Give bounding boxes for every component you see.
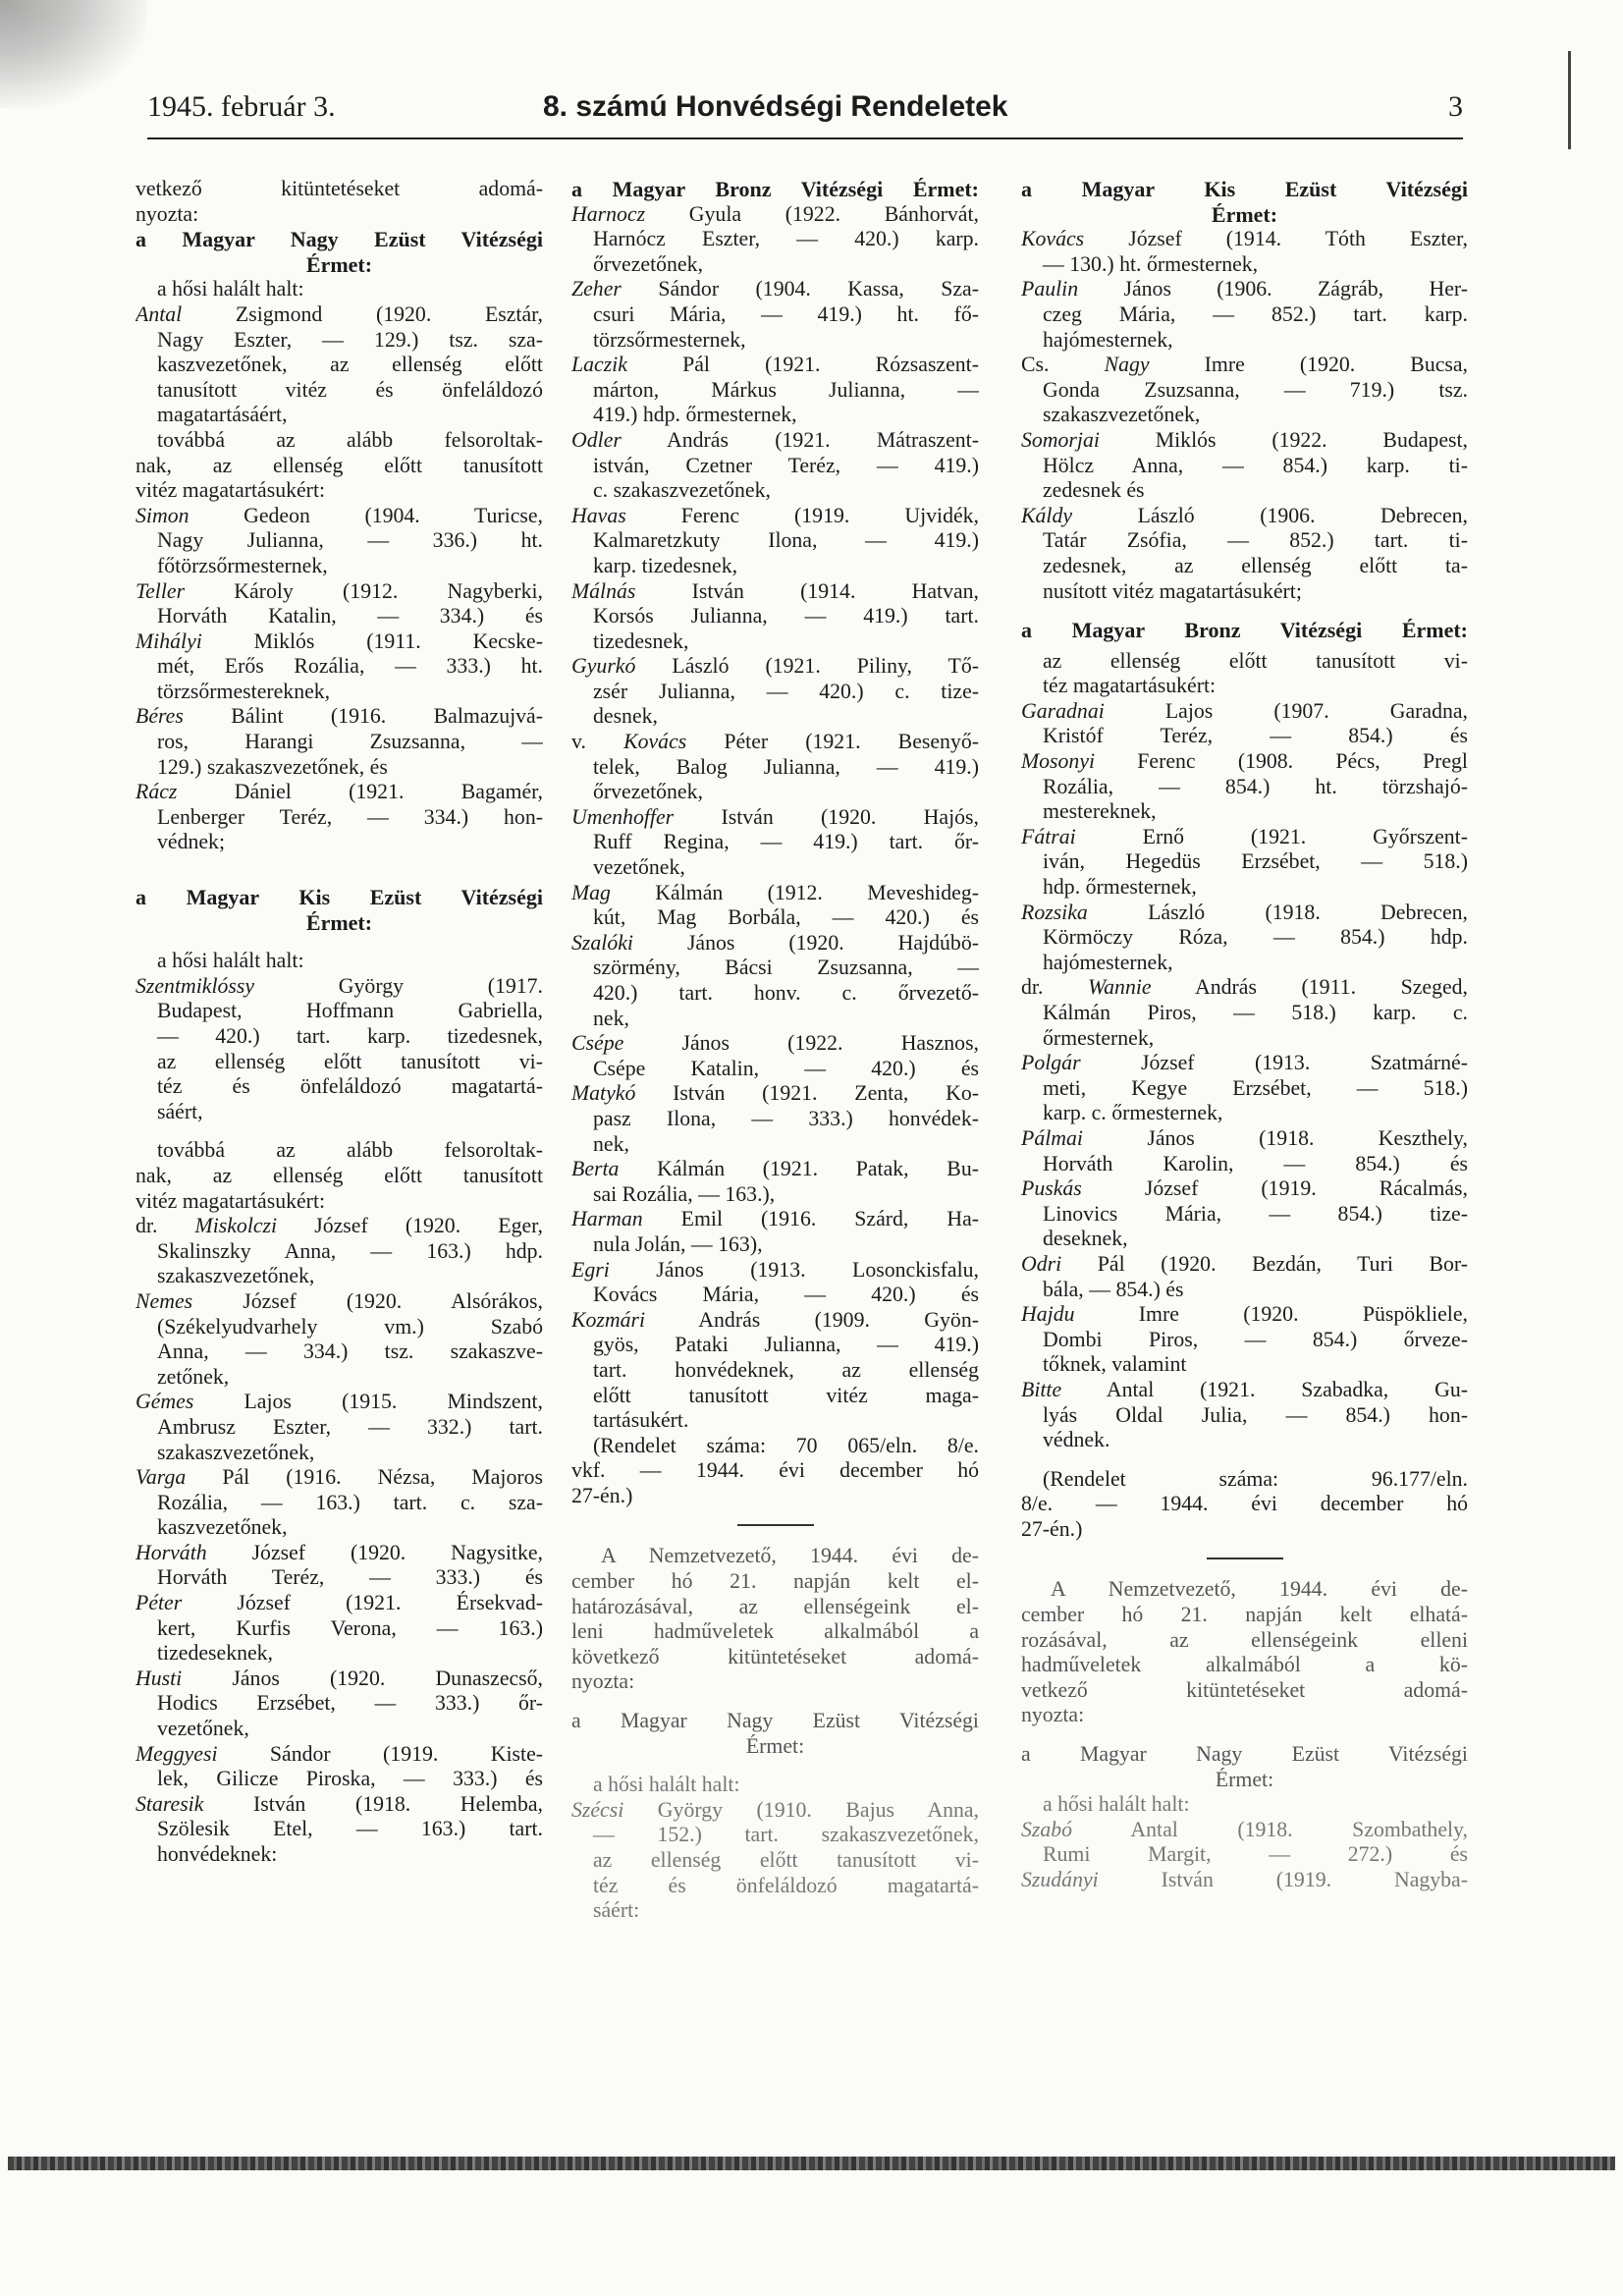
text-line: az ellenség előtt tanusított vi-: [593, 1848, 979, 1872]
recipient-surname: Szalóki: [571, 930, 633, 955]
text-line: Budapest, Hoffmann Gabriella,: [157, 999, 543, 1023]
text-line: szörmény, Bácsi Zsuzsanna, —: [593, 956, 979, 980]
recipient-entry: Szécsi György (1910. Bajus Anna,: [571, 1797, 979, 1822]
text-line: sáért:: [593, 1898, 640, 1923]
text-line: szakaszvezetőnek,: [157, 1264, 315, 1288]
text-line: iván, Hegedüs Erzsébet, — 518.): [1043, 849, 1468, 874]
text-line: kút, Mag Borbála, — 420.) és: [593, 905, 979, 930]
text-line: (Rendelet száma: 96.177/eln.: [1043, 1466, 1468, 1491]
text-line: törzsőrmesternek,: [593, 327, 746, 352]
recipient-surname: Puskás: [1021, 1176, 1082, 1201]
text-line: kaszvezetőnek,: [157, 1515, 288, 1540]
text-line: vezetőnek,: [593, 855, 685, 880]
text-line: bála, — 854.) és: [1043, 1277, 1184, 1301]
recipient-surname: Matykó: [571, 1081, 636, 1106]
text-line: a hősi halált halt:: [593, 1773, 740, 1797]
recipient-entry: Mosonyi Ferenc (1908. Pécs, Pregl: [1021, 749, 1468, 774]
text-line: főtörzsőrmesternek,: [157, 553, 328, 577]
text-line: következő kitüntetéseket adomá-: [571, 1644, 979, 1668]
recipient-surname: Meggyesi: [135, 1741, 218, 1766]
recipient-surname: Mihályi: [135, 629, 202, 653]
text-line: ros, Harangi Zsuzsanna, —: [157, 730, 543, 754]
text-line: hajómesternek,: [1043, 327, 1173, 352]
spacer: [571, 1759, 979, 1773]
text-line: nyozta:: [1021, 1703, 1085, 1727]
recipient-surname: Horváth: [135, 1540, 207, 1564]
text-line: csuri Mária, — 419.) ht. fő-: [593, 301, 979, 326]
recipient-surname: Hajdu: [1021, 1302, 1075, 1327]
text-line: zedesnek és: [1043, 478, 1145, 503]
text-line: kaszvezetőnek, az ellenség előtt: [157, 353, 543, 377]
text-line: vitéz magatartásukért:: [135, 478, 326, 503]
recipient-entry: Káldy László (1906. Debrecen,: [1021, 503, 1468, 527]
recipient-surname: Odler: [571, 427, 622, 452]
recipient-entry: Varga Pál (1916. Nézsa, Majoros: [135, 1465, 543, 1490]
text-line: védnek;: [157, 830, 225, 854]
text-line: hadműveletek alkalmából a kö-: [1021, 1653, 1468, 1677]
recipient-surname: Szentmiklóssy: [135, 973, 255, 998]
recipient-surname: Bitte: [1021, 1377, 1062, 1401]
text-column-left: [135, 177, 543, 1868]
recipient-entry: Egri János (1913. Losonckisfalu,: [571, 1257, 979, 1282]
text-line: desnek,: [593, 704, 658, 729]
recipient-surname: Szudányi: [1021, 1868, 1099, 1891]
recipient-surname: Paulin: [1021, 277, 1079, 301]
spacer: [1021, 1453, 1468, 1467]
text-line: Skalinszky Anna, — 163.) hdp.: [157, 1238, 543, 1263]
text-line: Érmet:: [745, 1733, 805, 1758]
text-line: tanusított vitéz és önfeláldozó: [157, 377, 543, 402]
text-line: Anna, — 334.) tsz. szakaszve-: [157, 1339, 543, 1364]
text-line: lyás Oldal Julia, — 854.) hon-: [1043, 1402, 1468, 1427]
recipient-entry: Szalóki János (1920. Hajdúbö-: [571, 930, 979, 955]
scan-shadow: [0, 0, 147, 108]
text-line: tőknek, valamint: [1043, 1352, 1187, 1377]
recipient-entry: Meggyesi Sándor (1919. Kiste-: [135, 1741, 543, 1766]
text-line: téz magatartásukért:: [1043, 674, 1217, 698]
text-line: határozásával, az ellenségeink el-: [571, 1594, 979, 1618]
text-line: téz és önfeláldozó magatartá-: [593, 1873, 979, 1897]
text-line: hajómesternek,: [1043, 950, 1173, 974]
section-heading: a Magyar Kis Ezüst Vitézségi: [1021, 177, 1468, 201]
text-line: márton, Márkus Julianna, —: [593, 377, 979, 402]
recipient-surname: Somorjai: [1021, 427, 1100, 452]
recipient-entry: Odri Pál (1920. Bezdán, Turi Bor-: [1021, 1251, 1468, 1276]
recipient-entry: Staresik István (1918. Helemba,: [135, 1791, 543, 1816]
recipient-entry: Zeher Sándor (1904. Kassa, Sza-: [571, 277, 979, 301]
text-line: Kálmán Piros, — 518.) karp. c.: [1043, 1001, 1468, 1024]
text-line: 420.) tart. honv. c. őrvezető-: [593, 981, 979, 1005]
section-heading: Érmet:: [305, 251, 373, 277]
text-line: nula Jolán, — 163),: [593, 1231, 763, 1256]
recipient-surname: Garadnai: [1021, 698, 1105, 723]
section-heading: a Magyar Bronz Vitézségi Érmet:: [571, 177, 979, 201]
recipient-entry: Bitte Antal (1921. Szabadka, Gu-: [1021, 1377, 1468, 1401]
recipient-surname: Wannie: [1088, 975, 1152, 1000]
text-line: czeg Mária, — 852.) tart. karp.: [1043, 301, 1468, 326]
recipient-surname: Umenhoffer: [571, 804, 675, 829]
text-line: magatartásáért,: [157, 403, 288, 427]
spacer: [135, 935, 543, 949]
recipient-entry: Garadnai Lajos (1907. Garadna,: [1021, 698, 1468, 723]
recipient-surname: Polgár: [1021, 1051, 1081, 1075]
recipient-surname: Káldy: [1021, 503, 1073, 527]
text-line: karp. c. őrmesternek,: [1043, 1101, 1223, 1125]
text-line: Nagy Eszter, — 129.) tsz. sza-: [157, 327, 543, 352]
page-header: [147, 90, 1463, 139]
text-line: A Nemzetvezető, 1944. évi de-: [601, 1544, 979, 1568]
recipient-entry: Matykó István (1921. Zenta, Ko-: [571, 1081, 979, 1106]
text-line: 129.) szakaszvezetőnek, és: [157, 754, 388, 779]
recipient-surname: Málnás: [571, 578, 636, 603]
text-line: vitéz magatartásukért:: [135, 1188, 326, 1213]
text-line: nek,: [593, 1006, 629, 1030]
text-line: vezetőnek,: [157, 1717, 249, 1741]
text-line: Kristóf Teréz, — 854.) és: [1043, 724, 1468, 748]
text-line: nak, az ellenség előtt tanusított: [135, 453, 543, 477]
text-line: az ellenség előtt tanusított vi-: [157, 1049, 543, 1073]
text-line: Hölcz Anna, — 854.) karp. ti-: [1043, 453, 1468, 477]
recipient-surname: Nagy: [1104, 353, 1150, 377]
recipient-entry: Husti János (1920. Dunaszecső,: [135, 1666, 543, 1690]
text-line: 8/e. — 1944. évi december hó: [1021, 1492, 1468, 1516]
recipient-entry: Mag Kálmán (1912. Meveshideg-: [571, 880, 979, 904]
spacer: [135, 855, 543, 885]
text-line: A Nemzetvezető, 1944. évi de-: [1051, 1577, 1468, 1602]
recipient-surname: Pálmai: [1021, 1125, 1083, 1150]
text-line: deseknek,: [1043, 1227, 1128, 1251]
page-number: 3: [1448, 90, 1463, 123]
recipient-entry: Szentmiklóssy György (1917.: [135, 973, 543, 998]
recipient-entry: Polgár József (1913. Szatmárné-: [1021, 1051, 1468, 1075]
recipient-surname: Teller: [135, 578, 186, 603]
recipient-surname: Péter: [135, 1591, 183, 1615]
recipient-entry: Somorjai Miklós (1922. Budapest,: [1021, 427, 1468, 452]
text-line: nak, az ellenség előtt tanusított: [135, 1163, 543, 1187]
spacer: [571, 1695, 979, 1709]
text-line: szakaszvezetőnek,: [157, 1440, 315, 1464]
text-line: a hősi halált halt:: [157, 949, 304, 973]
text-line: szakaszvezetőnek,: [1043, 403, 1201, 427]
text-line: 27-én.): [1021, 1516, 1083, 1541]
text-line: Érmet:: [1215, 1767, 1274, 1791]
recipient-entry: Harnocz Gyula (1922. Bánhorvát,: [571, 201, 979, 226]
header-rule: [147, 137, 1463, 139]
recipient-surname: Kovács: [623, 730, 687, 754]
recipient-entry: Harman Emil (1916. Szárd, Ha-: [571, 1207, 979, 1231]
text-line: Rozália, — 854.) ht. törzshajó-: [1043, 774, 1468, 798]
recipient-surname: Rácz: [135, 780, 178, 804]
recipient-entry: Puskás József (1919. Rácalmás,: [1021, 1176, 1468, 1201]
text-column-middle: [571, 177, 979, 1924]
recipient-entry: Pálmai János (1918. Keszthely,: [1021, 1125, 1468, 1150]
header-title: 8. számú Honvédségi Rendeletek: [543, 90, 1008, 123]
text-line: Rozália, — 163.) tart. c. sza-: [157, 1490, 543, 1514]
text-line: vkf. — 1944. évi december hó: [571, 1458, 979, 1483]
text-line: zetőnek,: [157, 1364, 230, 1389]
recipient-entry: Teller Károly (1912. Nagyberki,: [135, 578, 543, 603]
text-line: Csépe Katalin, — 420.) és: [593, 1056, 979, 1080]
recipient-surname: Havas: [571, 503, 626, 527]
recipient-surname: Nemes: [135, 1288, 193, 1313]
text-line: a hősi halált halt:: [157, 277, 304, 301]
recipient-entry: Nemes József (1920. Alsórákos,: [135, 1288, 543, 1313]
recipient-surname: Laczik: [571, 353, 627, 377]
text-line: Körmöczy Róza, — 854.) hdp.: [1043, 925, 1468, 950]
text-line: mestereknek,: [1043, 799, 1157, 824]
text-line: — 420.) tart. karp. tizedesnek,: [157, 1024, 543, 1048]
text-line: őrvezetőnek,: [593, 780, 703, 804]
recipient-surname: Szabó: [1021, 1817, 1073, 1841]
scan-bottom-band: [8, 2157, 1615, 2170]
text-line: vetkező kitüntetéseket adomá-: [135, 177, 543, 200]
recipient-entry: dr. Miskolczi József (1920. Eger,: [135, 1214, 543, 1238]
text-line: telek, Balog Julianna, — 419.): [593, 754, 979, 779]
text-line: hdp. őrmesternek,: [1043, 875, 1197, 900]
text-line: sai Rozália, — 163.),: [593, 1181, 776, 1206]
text-line: Hodics Erzsébet, — 333.) őr-: [157, 1691, 543, 1716]
text-line: védnek.: [1043, 1428, 1110, 1452]
text-line: továbbá az alább felsoroltak-: [157, 427, 543, 452]
text-line: — 130.) ht. őrmesternek,: [1043, 251, 1259, 276]
recipient-surname: Harman: [571, 1207, 643, 1231]
text-line: istván, Czetner Teréz, — 419.): [593, 453, 979, 477]
text-line: zsér Julianna, — 420.) c. tize-: [593, 679, 979, 703]
recipient-surname: Staresik: [135, 1791, 204, 1816]
text-line: nyozta:: [135, 201, 199, 226]
recipient-surname: Zeher: [571, 277, 622, 301]
text-line: nyozta:: [571, 1669, 635, 1694]
text-line: leni hadműveletek alkalmából a: [571, 1619, 979, 1644]
text-line: Linovics Mária, — 854.) tize-: [1043, 1201, 1468, 1226]
recipient-entry: Fátrai Ernő (1921. Győrszent-: [1021, 824, 1468, 848]
text-line: honvédeknek:: [157, 1842, 278, 1866]
text-line: Ruff Regina, — 419.) tart. őr-: [593, 830, 979, 854]
recipient-entry: Szudányi István (1919. Nagyba-: [1021, 1868, 1468, 1891]
recipient-entry: Gémes Lajos (1915. Mindszent,: [135, 1390, 543, 1414]
spacer: [1021, 1728, 1468, 1742]
recipient-entry: Kozmári András (1909. Gyön-: [571, 1307, 979, 1332]
text-line: karp. tizedesnek,: [593, 553, 738, 577]
text-line: rozásával, az ellenségeink elleni: [1021, 1627, 1468, 1652]
recipient-entry: Horváth József (1920. Nagysitke,: [135, 1540, 543, 1564]
text-line: Horváth Katalin, — 334.) és: [157, 604, 543, 629]
recipient-entry: Cs. Nagy Imre (1920. Bucsa,: [1021, 353, 1468, 377]
text-line: sáért,: [157, 1099, 203, 1123]
text-line: 27-én.): [571, 1483, 633, 1507]
text-line: vetkező kitüntetéseket adomá-: [1021, 1677, 1468, 1702]
section-heading: a Magyar Nagy Ezüst Vitézségi: [135, 227, 543, 252]
recipient-surname: Béres: [135, 704, 184, 729]
text-line: tizedeseknek,: [157, 1641, 274, 1666]
text-line: a Magyar Nagy Ezüst Vitézségi: [1021, 1742, 1468, 1767]
recipient-surname: Rozsika: [1021, 900, 1088, 924]
spacer: [1021, 604, 1468, 618]
text-line: őrvezetőnek,: [593, 251, 703, 276]
text-line: Nagy Julianna, — 336.) ht.: [157, 528, 543, 553]
text-line: a Magyar Nagy Ezüst Vitézségi: [571, 1709, 979, 1733]
text-line: Harnócz Eszter, — 420.) karp.: [593, 227, 979, 251]
text-line: Tatár Zsófia, — 852.) tart. ti-: [1043, 528, 1468, 553]
section-heading: Érmet:: [305, 909, 373, 935]
text-line: téz és önfeláldozó magatartá-: [157, 1074, 543, 1099]
recipient-surname: Gémes: [135, 1390, 194, 1414]
section-heading: a Magyar Bronz Vitézségi Érmet:: [1021, 618, 1468, 643]
text-line: törzsőrmestereknek,: [157, 679, 331, 703]
text-line: tart. honvédeknek, az ellenség: [593, 1357, 979, 1382]
text-line: zedesnek, az ellenség előtt ta-: [1043, 553, 1468, 577]
text-line: — 152.) tart. szakaszvezetőnek,: [593, 1823, 979, 1847]
text-line: pasz Ilona, — 333.) honvédek-: [593, 1106, 979, 1130]
recipient-entry: Béres Bálint (1916. Balmazujvá-: [135, 704, 543, 729]
text-line: kert, Kurfis Verona, — 163.): [157, 1615, 543, 1640]
recipient-entry: Málnás István (1914. Hatvan,: [571, 578, 979, 603]
recipient-surname: Kovács: [1021, 227, 1085, 251]
text-line: 419.) hdp. őrmesternek,: [593, 403, 797, 427]
text-line: Kalmaretzkuty Ilona, — 419.): [593, 528, 979, 553]
recipient-surname: Mosonyi: [1021, 749, 1096, 774]
recipient-surname: Kozmári: [571, 1307, 646, 1332]
recipient-entry: Gyurkó László (1921. Piliny, Tő-: [571, 654, 979, 679]
text-line: továbbá az alább felsoroltak-: [157, 1138, 543, 1163]
scan-edge-mark: [1568, 51, 1571, 149]
text-line: lek, Gilicze Piroska, — 333.) és: [157, 1767, 543, 1791]
text-line: gyös, Pataki Julianna, — 419.): [593, 1333, 979, 1357]
text-line: (Székelyudvarhely vm.) Szabó: [157, 1314, 543, 1339]
recipient-entry: dr. Wannie András (1911. Szeged,: [1021, 975, 1468, 1000]
text-line: Lenberger Teréz, — 334.) hon-: [157, 804, 543, 829]
recipient-entry: Hajdu Imre (1920. Püspökliele,: [1021, 1302, 1468, 1327]
recipient-surname: Berta: [571, 1157, 620, 1181]
text-line: mét, Erős Rozália, — 333.) ht.: [157, 654, 543, 679]
text-line: Dombi Piros, — 854.) őrveze-: [1043, 1327, 1468, 1351]
recipient-surname: Antal: [135, 301, 183, 326]
recipient-surname: Harnocz: [571, 201, 646, 226]
text-line: tartásukért.: [593, 1408, 689, 1433]
recipient-surname: Husti: [135, 1666, 183, 1690]
recipient-entry: Csépe János (1922. Hasznos,: [571, 1031, 979, 1056]
header-date: 1945. február 3.: [147, 90, 336, 123]
text-line: Horváth Karolin, — 854.) és: [1043, 1151, 1468, 1175]
text-line: meti, Kegye Erzsébet, — 518.): [1043, 1075, 1468, 1100]
section-heading: a Magyar Kis Ezüst Vitézségi: [135, 885, 543, 910]
recipient-entry: Kovács József (1914. Tóth Eszter,: [1021, 227, 1468, 251]
recipient-entry: Paulin János (1906. Zágráb, Her-: [1021, 277, 1468, 301]
text-line: Rumi Margit, — 272.) és: [1043, 1842, 1468, 1867]
recipient-entry: v. Kovács Péter (1921. Besenyő-: [571, 730, 979, 754]
text-line: (Rendelet száma: 70 065/eln. 8/e.: [593, 1433, 979, 1457]
text-column-right: [1021, 177, 1468, 1893]
recipient-entry: Péter József (1921. Érsekvad-: [135, 1591, 543, 1615]
section-heading: Érmet:: [1211, 201, 1278, 227]
recipient-entry: Szabó Antal (1918. Szombathely,: [1021, 1817, 1468, 1841]
recipient-entry: Umenhoffer István (1920. Hajós,: [571, 804, 979, 829]
text-line: tizedesnek,: [593, 629, 689, 653]
recipient-entry: Simon Gedeon (1904. Turicse,: [135, 503, 543, 527]
recipient-surname: Fátrai: [1021, 824, 1076, 848]
text-line: nusított vitéz magatartásukért;: [1043, 578, 1302, 603]
text-line: előtt tanusított vitéz maga-: [593, 1383, 979, 1407]
text-line: az ellenség előtt tanusított vi-: [1043, 648, 1468, 673]
text-line: cember hó 21. napján kelt elhatá-: [1021, 1603, 1468, 1627]
recipient-surname: Csépe: [571, 1031, 624, 1056]
recipient-entry: Mihályi Miklós (1911. Kecske-: [135, 629, 543, 653]
text-line: nek,: [593, 1131, 629, 1156]
recipient-entry: Antal Zsigmond (1920. Esztár,: [135, 301, 543, 326]
text-line: c. szakaszvezetőnek,: [593, 478, 771, 503]
recipient-entry: Rozsika László (1918. Debrecen,: [1021, 900, 1468, 924]
recipient-surname: Miskolczi: [194, 1214, 278, 1238]
recipient-surname: Mag: [571, 880, 611, 904]
text-line: Szölesik Etel, — 163.) tart.: [157, 1817, 543, 1841]
text-line: cember hó 21. napján kelt el-: [571, 1569, 979, 1594]
section-divider: [1207, 1558, 1283, 1559]
recipient-surname: Gyurkó: [571, 654, 636, 679]
recipient-entry: Havas Ferenc (1919. Ujvidék,: [571, 503, 979, 527]
recipient-surname: Simon: [135, 503, 189, 527]
spacer: [135, 1124, 543, 1138]
text-line: a hősi halált halt:: [1043, 1792, 1190, 1817]
recipient-entry: Laczik Pál (1921. Rózsaszent-: [571, 353, 979, 377]
recipient-entry: Odler András (1921. Mátraszent-: [571, 427, 979, 452]
text-line: Gonda Zsuzsanna, — 719.) tsz.: [1043, 377, 1468, 402]
section-divider: [737, 1524, 814, 1526]
text-line: Horváth Teréz, — 333.) és: [157, 1565, 543, 1590]
recipient-surname: Egri: [571, 1257, 610, 1282]
text-line: Ambrusz Eszter, — 332.) tart.: [157, 1414, 543, 1439]
text-line: Korsós Julianna, — 419.) tart.: [593, 604, 979, 629]
recipient-surname: Odri: [1021, 1251, 1062, 1276]
recipient-surname: Szécsi: [571, 1797, 624, 1822]
recipient-entry: Rácz Dániel (1921. Bagamér,: [135, 780, 543, 804]
text-line: őrmesternek,: [1043, 1025, 1155, 1050]
recipient-entry: Berta Kálmán (1921. Patak, Bu-: [571, 1157, 979, 1181]
recipient-surname: Varga: [135, 1465, 187, 1490]
text-line: Kovács Mária, — 420.) és: [593, 1283, 979, 1307]
